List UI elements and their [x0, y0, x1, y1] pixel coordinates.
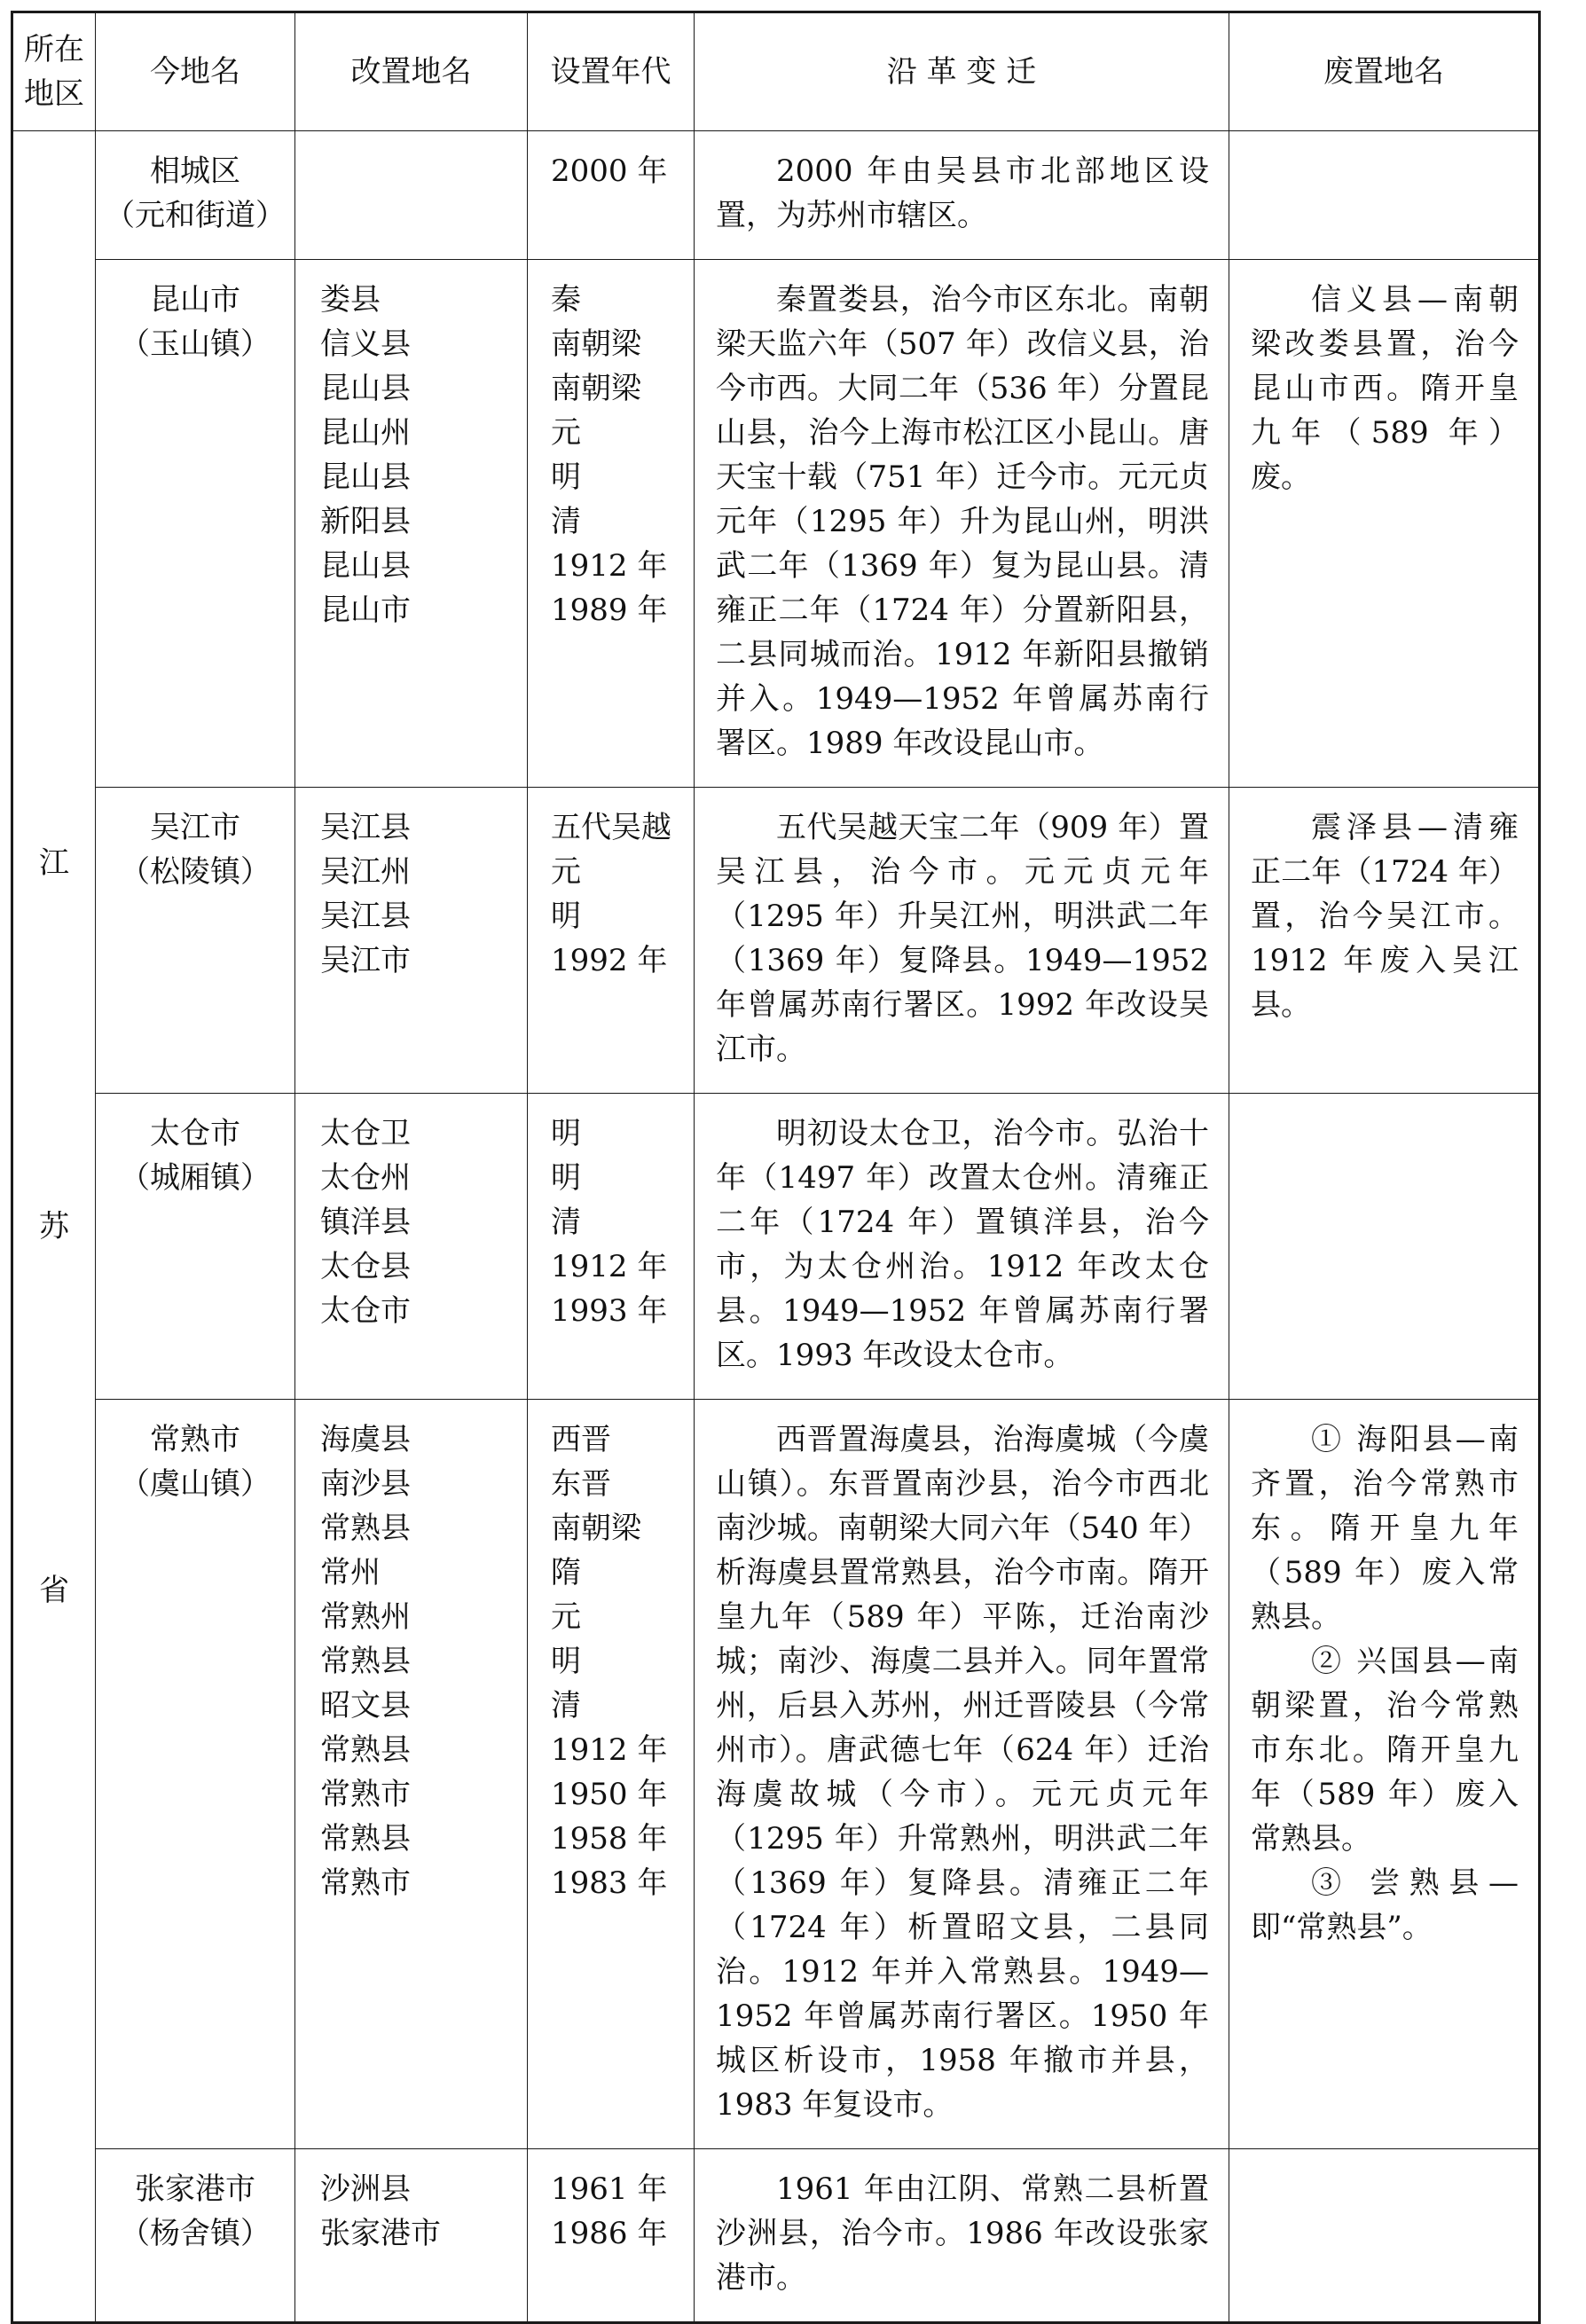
era-cell: [528, 131, 695, 260]
era-value: 1961 年: [551, 2171, 668, 2207]
history-cell: [695, 2149, 1229, 2323]
old-name: 常熟市: [320, 1865, 411, 1901]
old-names-cell: [295, 788, 528, 1094]
table-row: [12, 788, 1540, 1094]
old-name: 吴江县: [320, 899, 411, 934]
header-region-line1: 所在: [24, 32, 84, 67]
today-seat: （城厢镇）: [120, 1160, 271, 1196]
era-value: 五代吴越: [551, 810, 671, 845]
header-abolished: 废置地名: [1229, 12, 1540, 131]
header-era: 设置年代: [528, 12, 695, 131]
abolished-cell: [1229, 131, 1540, 260]
era-value: 元: [551, 854, 581, 890]
era-value: 元: [551, 1599, 581, 1635]
old-name: 太仓卫: [320, 1116, 411, 1151]
era-value: 南朝梁: [551, 326, 641, 362]
abolished-cell: [1229, 1400, 1540, 2149]
today-name: 相城区: [150, 153, 240, 189]
era-cell: [528, 1094, 695, 1400]
abolished-note: ① 海阳县—南齐置，治今常熟市东。隋开皇九年（589 年）废入常熟县。: [1251, 1422, 1519, 1635]
era-value: 明: [551, 1644, 581, 1679]
era-value: 清: [551, 504, 581, 539]
today-seat: （元和街道）: [105, 198, 286, 233]
old-names-cell: [295, 260, 528, 788]
table-row: [12, 1400, 1540, 2149]
region-char: 省: [39, 1572, 69, 1608]
era-value: 1992 年: [551, 943, 668, 978]
region-cell: [12, 131, 96, 2323]
era-value: 西晋: [551, 1422, 611, 1457]
era-value: 1912 年: [551, 1732, 668, 1768]
era-value: 隋: [551, 1555, 581, 1590]
history-text: 2000 年由吴县市北部地区设置，为苏州市辖区。: [716, 153, 1209, 233]
old-name: 南沙县: [320, 1466, 411, 1502]
today-name: 昆山市: [150, 282, 240, 318]
old-name: 昆山市: [320, 593, 411, 628]
old-name: 沙洲县: [320, 2171, 411, 2207]
region-char: 苏: [39, 1208, 69, 1244]
era-value: 1958 年: [551, 1821, 668, 1857]
era-value: 1989 年: [551, 593, 668, 628]
era-cell: [528, 788, 695, 1094]
today-name-cell: [96, 2149, 295, 2323]
today-seat: （玉山镇）: [120, 326, 271, 362]
old-name: 镇洋县: [320, 1205, 411, 1240]
today-name: 常熟市: [150, 1422, 240, 1457]
old-name: 常熟州: [320, 1599, 411, 1635]
abolished-cell: [1229, 788, 1540, 1094]
era-value: 清: [551, 1205, 581, 1240]
today-seat: （杨舍镇）: [120, 2216, 271, 2251]
era-value: 清: [551, 1688, 581, 1723]
era-value: 明: [551, 1116, 581, 1151]
era-cell: [528, 260, 695, 788]
history-cell: [695, 131, 1229, 260]
history-text: 秦置娄县，治今市区东北。南朝梁天监六年（507 年）改信义县，治今市西。大同二年（536 年）分置昆山县，治今上海市松江区小昆山。唐天宝十载（751 年）迁今市。元元贞元年（1295 年）升为昆山州，明洪武二年（1369 年）复为昆山县。清雍正二年（1724 年）分置新阳县，二县同城而治。1912 年新阳县撤销并入。1949—1952 年曾属苏南行署区。1989 年改设昆山市。: [716, 282, 1209, 761]
abolished-note: 信义县—南朝梁改娄县置，治今昆山市西。隋开皇九年（589 年）废。: [1251, 282, 1519, 495]
era-value: 1993 年: [551, 1293, 668, 1329]
header-today-name: 今地名: [96, 12, 295, 131]
old-name: 昭文县: [320, 1688, 411, 1723]
abolished-note: ③ 尝熟县—即“常熟县”。: [1251, 1865, 1519, 1945]
table-row: [12, 2149, 1540, 2323]
era-value: 2000 年: [551, 153, 668, 189]
era-value: 1950 年: [551, 1777, 668, 1812]
old-name: 昆山县: [320, 459, 411, 495]
history-cell: [695, 1400, 1229, 2149]
today-name-cell: [96, 260, 295, 788]
era-value: 1912 年: [551, 1249, 668, 1284]
old-name: 常熟县: [320, 1511, 411, 1546]
old-name: 海虞县: [320, 1422, 411, 1457]
abolished-cell: [1229, 260, 1540, 788]
old-name: 常熟市: [320, 1777, 411, 1812]
old-name: 娄县: [320, 282, 381, 318]
era-value: 1912 年: [551, 548, 668, 584]
old-name: 吴江市: [320, 943, 411, 978]
old-names-cell: [295, 1400, 528, 2149]
header-history: 沿 革 变 迁: [695, 12, 1229, 131]
old-name: 常熟县: [320, 1732, 411, 1768]
header-row: [12, 12, 1540, 131]
era-value: 元: [551, 415, 581, 451]
today-name-cell: [96, 788, 295, 1094]
old-name: 吴江县: [320, 810, 411, 845]
table-row: [12, 1094, 1540, 1400]
abolished-note: ② 兴国县—南朝梁置，治今常熟市东北。隋开皇九年（589 年）废入常熟县。: [1251, 1644, 1519, 1857]
old-name: 常州: [320, 1555, 381, 1590]
old-name: 昆山县: [320, 548, 411, 584]
header-old-names: 改置地名: [295, 12, 528, 131]
era-value: 1986 年: [551, 2216, 668, 2251]
today-name: 太仓市: [150, 1116, 240, 1151]
era-value: 南朝梁: [551, 1511, 641, 1546]
old-name: 太仓市: [320, 1293, 411, 1329]
gazetteer-table: [11, 11, 1541, 2324]
history-cell: [695, 1094, 1229, 1400]
history-cell: [695, 260, 1229, 788]
old-name: 吴江州: [320, 854, 411, 890]
old-name: 常熟县: [320, 1821, 411, 1857]
abolished-cell: [1229, 1094, 1540, 1400]
today-name-cell: [96, 131, 295, 260]
era-value: 1983 年: [551, 1865, 668, 1901]
old-names-cell: [295, 1094, 528, 1400]
today-name: 张家港市: [135, 2171, 255, 2207]
era-cell: [528, 1400, 695, 2149]
old-name: 张家港市: [320, 2216, 441, 2251]
era-value: 明: [551, 459, 581, 495]
today-seat: （松陵镇）: [120, 854, 271, 890]
table-row: [12, 131, 1540, 260]
today-name-cell: [96, 1094, 295, 1400]
history-text: 明初设太仓卫，治今市。弘治十年（1497 年）改置太仓州。清雍正二年（1724 年）置镇洋县，治今市，为太仓州治。1912 年改太仓县。1949—1952 年曾属苏南行署区。1993 年改设太仓市。: [716, 1116, 1209, 1373]
era-value: 秦: [551, 282, 581, 318]
history-text: 1961 年由江阴、常熟二县析置沙洲县，治今市。1986 年改设张家港市。: [716, 2171, 1209, 2296]
today-name-cell: [96, 1400, 295, 2149]
old-name: 常熟县: [320, 1644, 411, 1679]
history-cell: [695, 788, 1229, 1094]
old-name: 太仓县: [320, 1249, 411, 1284]
abolished-cell: [1229, 2149, 1540, 2323]
old-names-cell: [295, 131, 528, 260]
era-value: 明: [551, 899, 581, 934]
old-names-cell: [295, 2149, 528, 2323]
header-region-line2: 地区: [24, 76, 84, 112]
old-name: 太仓州: [320, 1160, 411, 1196]
era-cell: [528, 2149, 695, 2323]
abolished-note: 震泽县—清雍正二年（1724 年）置，治今吴江市。1912 年废入吴江县。: [1251, 810, 1519, 1023]
old-name: 信义县: [320, 326, 411, 362]
today-name: 吴江市: [150, 810, 240, 845]
era-value: 东晋: [551, 1466, 611, 1502]
old-name: 昆山州: [320, 415, 411, 451]
region-char: 江: [39, 844, 69, 881]
era-value: 南朝梁: [551, 371, 641, 406]
table-row: [12, 260, 1540, 788]
old-name: 新阳县: [320, 504, 411, 539]
today-seat: （虞山镇）: [120, 1466, 271, 1502]
era-value: 明: [551, 1160, 581, 1196]
old-name: 昆山县: [320, 371, 411, 406]
history-text: 五代吴越天宝二年（909 年）置吴江县，治今市。元元贞元年（1295 年）升吴江州，明洪武二年（1369 年）复降县。1949—1952 年曾属苏南行署区。1992 年改设吴江市。: [716, 810, 1209, 1067]
header-region: [12, 12, 96, 131]
history-text: 西晋置海虞县，治海虞城（今虞山镇）。东晋置南沙县，治今市西北南沙城。南朝梁大同六年（540 年）析海虞县置常熟县，治今市南。隋开皇九年（589 年）平陈，迁治南沙城；南沙、海虞二县并入。同年置常州，后县入苏州，州迁晋陵县（今常州市）。唐武德七年（624 年）迁治海虞故城（今市）。元元贞元年（1295 年）升常熟州，明洪武二年（1369 年）复降县。清雍正二年（1724 年）析置昭文县，二县同治。1912 年并入常熟县。1949—1952 年曾属苏南行署区。1950 年城区析设市，1958 年撤市并县，1983 年复设市。: [716, 1422, 1209, 2123]
